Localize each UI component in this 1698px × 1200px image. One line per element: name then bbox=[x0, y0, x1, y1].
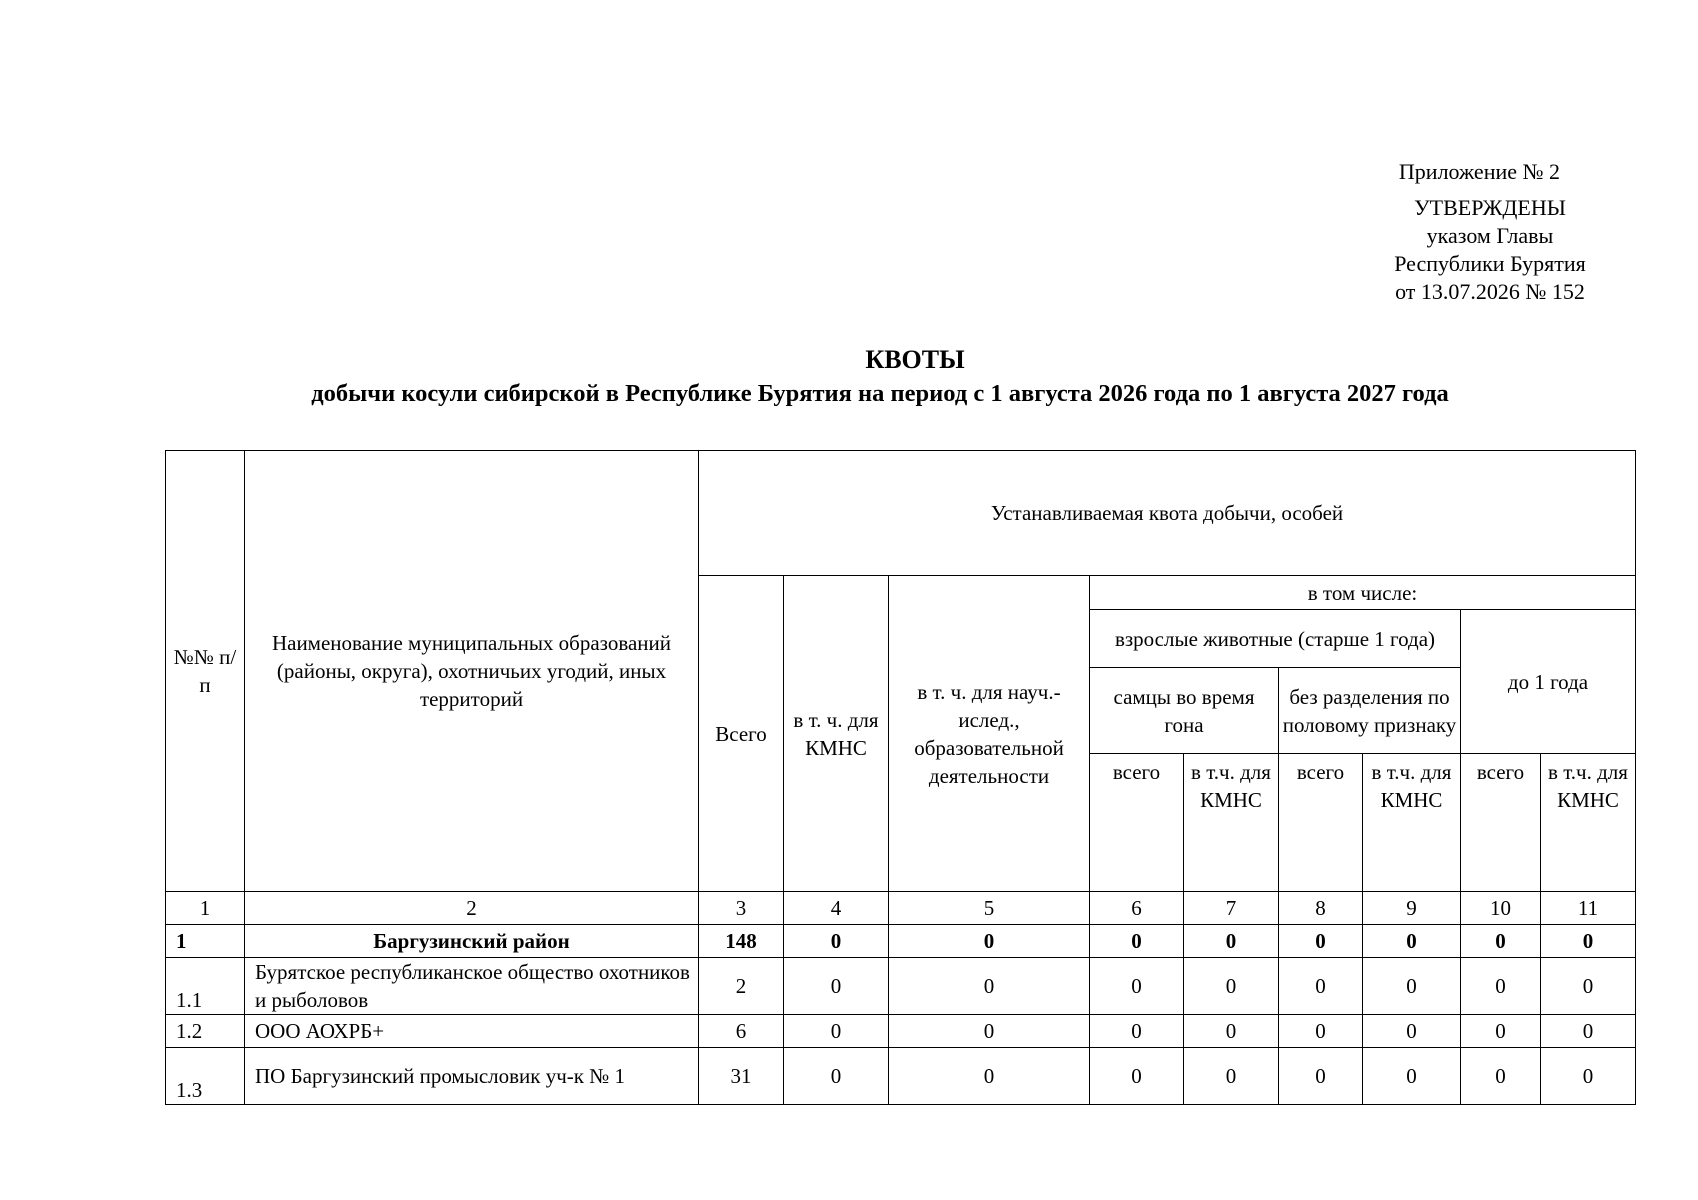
header-kmns-sub: в т.ч. для КМНС bbox=[1184, 754, 1279, 892]
header-vsego: всего bbox=[1090, 754, 1184, 892]
row-value: 0 bbox=[1279, 1015, 1363, 1048]
table-row-district bbox=[166, 925, 1636, 958]
column-number: 9 bbox=[1363, 892, 1461, 925]
row-value: 0 bbox=[1090, 1015, 1184, 1048]
row-value: 0 bbox=[1363, 1048, 1461, 1105]
row-value: 0 bbox=[1279, 925, 1363, 958]
row-name: Бурятское республиканское общество охотников и рыболовов bbox=[245, 958, 699, 1015]
row-value: 0 bbox=[784, 1015, 889, 1048]
header-adults: взрослые животные (старше 1 года) bbox=[1090, 610, 1461, 668]
row-value: 0 bbox=[889, 1015, 1090, 1048]
header-including: в том числе: bbox=[1090, 576, 1636, 610]
appendix-block bbox=[1300, 158, 1600, 306]
document-subtitle: добычи косули сибирской в Республике Бурятия на период с 1 августа 2026 года по 1 августа 2027 года bbox=[311, 380, 1449, 407]
row-number: 1 bbox=[166, 925, 245, 958]
row-value: 0 bbox=[1461, 1015, 1541, 1048]
column-number: 11 bbox=[1541, 892, 1636, 925]
row-value: 0 bbox=[1090, 958, 1184, 1015]
row-name: ПО Баргузинский промысловик уч-к № 1 bbox=[245, 1048, 699, 1105]
row-value: 0 bbox=[784, 1048, 889, 1105]
header-males: самцы во время гона bbox=[1090, 668, 1279, 754]
quota-table bbox=[165, 450, 1636, 1105]
row-value: 0 bbox=[1541, 925, 1636, 958]
appendix-number: Приложение № 2 bbox=[1398, 159, 1560, 184]
row-value: 0 bbox=[889, 958, 1090, 1015]
row-value: 0 bbox=[784, 958, 889, 1015]
column-number: 7 bbox=[1184, 892, 1279, 925]
row-number: 1.1 bbox=[166, 958, 245, 1015]
header-name: Наименование муниципальных образований (районы, округа), охотничьих угодий, иных территорий bbox=[245, 451, 699, 892]
row-value: 0 bbox=[1279, 958, 1363, 1015]
header-vsego: всего bbox=[1461, 754, 1541, 892]
row-value: 0 bbox=[1541, 1048, 1636, 1105]
column-number: 10 bbox=[1461, 892, 1541, 925]
row-value: 0 bbox=[1541, 1015, 1636, 1048]
table-row bbox=[166, 1015, 1636, 1048]
row-value: 0 bbox=[1461, 958, 1541, 1015]
header-kmns-sub: в т.ч. для КМНС bbox=[1363, 754, 1461, 892]
table-row bbox=[166, 1048, 1636, 1105]
row-value: 2 bbox=[699, 958, 784, 1015]
column-number: 2 bbox=[245, 892, 699, 925]
header-vsego: всего bbox=[1279, 754, 1363, 892]
header-science: в т. ч. для науч.-ислед., образовательной деятельности bbox=[889, 576, 1090, 892]
row-value: 0 bbox=[889, 1048, 1090, 1105]
column-number: 1 bbox=[166, 892, 245, 925]
row-value: 0 bbox=[1279, 1048, 1363, 1105]
row-name: Баргузинский район bbox=[245, 925, 699, 958]
document-title: КВОТЫ bbox=[865, 345, 965, 374]
header-kmns-sub: в т.ч. для КМНС bbox=[1541, 754, 1636, 892]
row-value: 0 bbox=[889, 925, 1090, 958]
row-number: 1.3 bbox=[166, 1048, 245, 1105]
approval-block bbox=[1380, 194, 1600, 306]
column-number-row bbox=[166, 892, 1636, 925]
approval-line: УТВЕРЖДЕНЫ bbox=[1414, 195, 1566, 220]
row-value: 0 bbox=[1541, 958, 1636, 1015]
row-value: 0 bbox=[1363, 925, 1461, 958]
row-value: 0 bbox=[1184, 958, 1279, 1015]
approval-line: указом Главы bbox=[1426, 223, 1554, 248]
table-row bbox=[166, 958, 1636, 1015]
row-value: 0 bbox=[1184, 1048, 1279, 1105]
column-number: 3 bbox=[699, 892, 784, 925]
row-value: 0 bbox=[1363, 958, 1461, 1015]
header-quota: Устанавливаемая квота добычи, особей bbox=[699, 451, 1636, 576]
header-num: №№ п/п bbox=[166, 451, 245, 892]
header-kmns: в т. ч. для КМНС bbox=[784, 576, 889, 892]
row-value: 0 bbox=[1184, 925, 1279, 958]
header-under-1: до 1 года bbox=[1461, 610, 1636, 754]
header-no-sex: без разделения по половому признаку bbox=[1279, 668, 1461, 754]
column-number: 5 bbox=[889, 892, 1090, 925]
column-number: 4 bbox=[784, 892, 889, 925]
row-value: 0 bbox=[1184, 1015, 1279, 1048]
row-value: 148 bbox=[699, 925, 784, 958]
row-value: 0 bbox=[1090, 925, 1184, 958]
approval-line: от 13.07.2026 № 152 bbox=[1395, 279, 1585, 304]
row-name: ООО АОХРБ+ bbox=[245, 1015, 699, 1048]
row-value: 0 bbox=[1461, 925, 1541, 958]
row-value: 0 bbox=[1461, 1048, 1541, 1105]
row-number: 1.2 bbox=[166, 1015, 245, 1048]
column-number: 8 bbox=[1279, 892, 1363, 925]
header-total: Всего bbox=[699, 576, 784, 892]
row-value: 31 bbox=[699, 1048, 784, 1105]
row-value: 6 bbox=[699, 1015, 784, 1048]
row-value: 0 bbox=[784, 925, 889, 958]
row-value: 0 bbox=[1090, 1048, 1184, 1105]
row-value: 0 bbox=[1363, 1015, 1461, 1048]
approval-line: Республики Бурятия bbox=[1394, 251, 1586, 276]
column-number: 6 bbox=[1090, 892, 1184, 925]
